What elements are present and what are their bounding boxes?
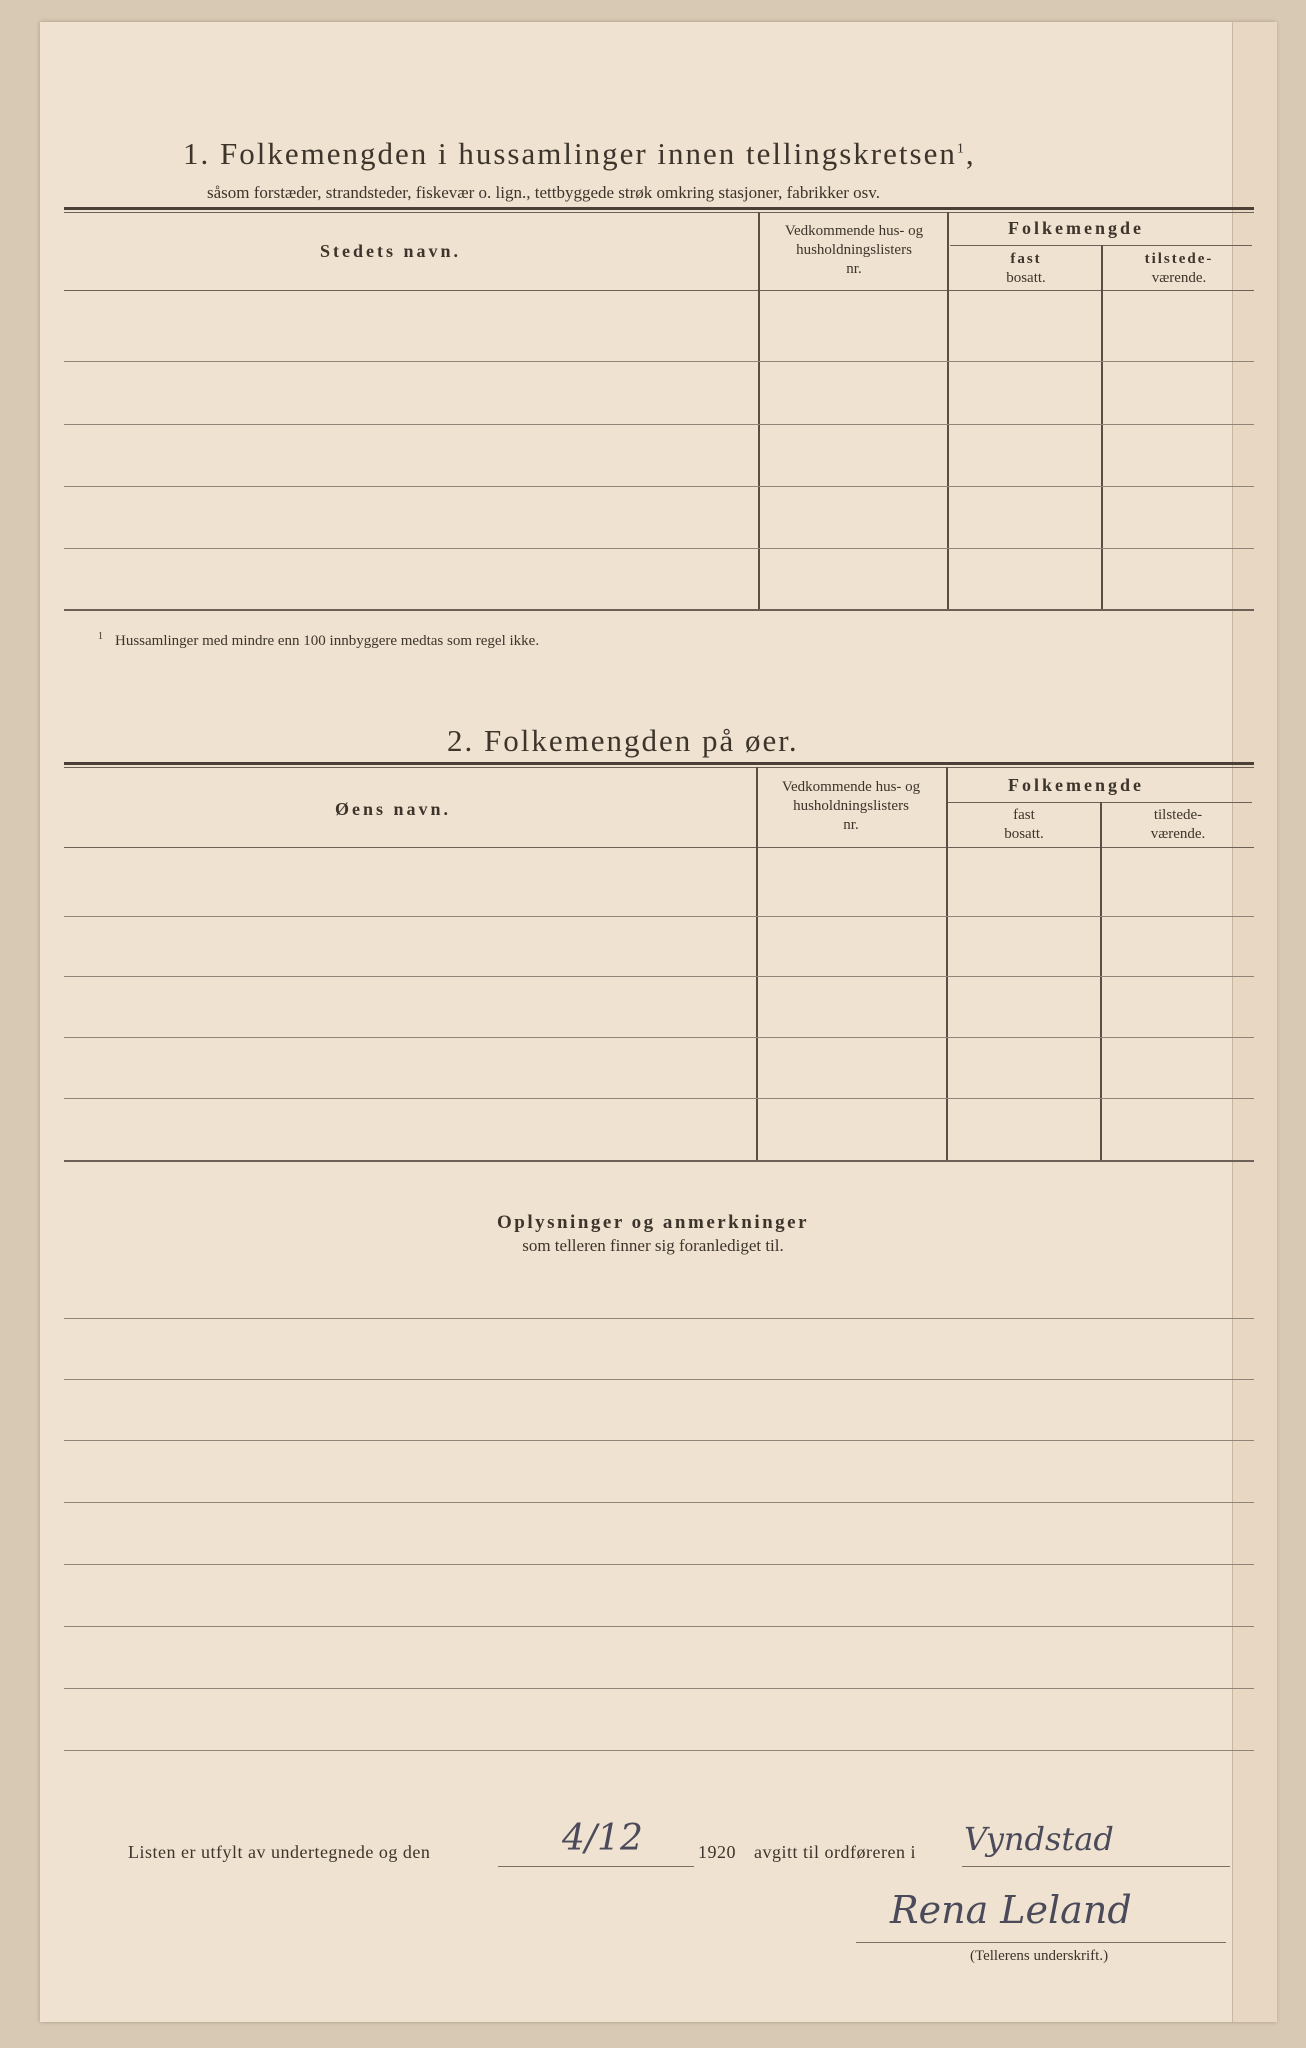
section1-row-line [64, 548, 1254, 549]
section2-col-fast-line1: fast [1013, 807, 1035, 823]
section2-col-list-line3: nr. [843, 817, 859, 833]
footer-year: 1920 [698, 1842, 736, 1862]
signature-line [856, 1942, 1226, 1943]
page-edge [1232, 22, 1277, 2022]
remarks-line [64, 1626, 1254, 1627]
section1-col-fast-header [950, 250, 1102, 288]
section2-col-list-line1: Vedkommende hus- og [781, 779, 921, 795]
section2-title: 2. Folkemengden på øer. [447, 723, 799, 758]
signature-label: (Tellerens underskrift.) [970, 1948, 1109, 1964]
section1-col-list-line1: Vedkommende hus- og [784, 223, 924, 239]
section1-col-tilst-header [1104, 250, 1254, 288]
section2-col-tilst-line1: tilstede- [1153, 807, 1203, 823]
footer-text-b: avgitt til ordføreren i [754, 1842, 916, 1862]
section2-col-name-header: Øens navn. [335, 799, 452, 819]
section2-row-line [64, 1037, 1254, 1038]
section2-vline-1 [756, 767, 758, 1161]
section1-title [183, 136, 976, 172]
section2-col-list-header [758, 778, 944, 835]
remarks-line [64, 1564, 1254, 1565]
section1-title-text: 1. Folkemengden i hussamlinger innen tellingskretsen [183, 136, 957, 171]
section1-col-list-line3: nr. [846, 261, 862, 277]
section2-header-rule [64, 847, 1254, 848]
section1-header-rule [64, 290, 1254, 291]
remarks-line [64, 1379, 1254, 1380]
section2-col-fast-line2: bosatt. [1004, 826, 1044, 842]
footer-date-handwritten: 4/12 [562, 1818, 643, 1859]
section1-row-line [64, 424, 1254, 425]
remarks-line [64, 1750, 1254, 1751]
section1-vline-1 [758, 212, 760, 610]
remarks-line [64, 1688, 1254, 1689]
footer-text-a: Listen er utfylt av undertegnede og den [128, 1842, 431, 1862]
section1-bottom-rule [64, 609, 1254, 611]
section1-top-rule-2 [64, 212, 1254, 213]
section1-row-line [64, 486, 1254, 487]
section2-col-pop-header: Folkemengde [1008, 775, 1144, 795]
remarks-subtitle: som telleren finner sig foranlediget til. [522, 1236, 784, 1255]
remarks-line [64, 1440, 1254, 1441]
section2-row-line [64, 916, 1254, 917]
section2-col-fast-header [948, 806, 1100, 844]
footnote-mark: 1 [98, 631, 103, 642]
section2-col-tilst-header [1102, 806, 1254, 844]
section1-vline-3 [1101, 245, 1103, 610]
section1-col-fast-line2: bosatt. [1006, 270, 1046, 286]
section1-col-list-header [762, 222, 946, 279]
section2-col-list-line2: husholdningslisters [793, 798, 909, 814]
section1-top-rule [64, 207, 1254, 210]
footnote-text: Hussamlinger med mindre enn 100 innbyggere medtas som regel ikke. [115, 633, 540, 649]
section2-col-tilst-line2: værende. [1150, 826, 1206, 842]
section1-col-tilst-line2: værende. [1151, 270, 1207, 286]
section1-col-name-header: Stedets navn. [320, 241, 462, 261]
footer-place-line [962, 1866, 1230, 1867]
footer-date-line [498, 1866, 694, 1867]
section1-title-sup: 1 [956, 141, 966, 157]
remarks-line [64, 1318, 1254, 1319]
section2-vline-2 [946, 767, 948, 1161]
section1-subtitle: såsom forstæder, strandsteder, fiskevær o. lign., tettbyggede strøk omkring stasjoner, fabrikker osv. [207, 183, 880, 202]
signature-handwritten: Rena Leland [890, 1888, 1132, 1932]
section2-top-rule [64, 762, 1254, 765]
footer-place-handwritten: Vyndstad [964, 1820, 1114, 1858]
section1-vline-2 [947, 212, 949, 610]
remarks-title: Oplysninger og anmerkninger [496, 1212, 810, 1233]
section2-row-line [64, 976, 1254, 977]
section1-title-end: , [965, 136, 976, 171]
section1-col-tilst-line1: tilstede- [1144, 251, 1214, 267]
section1-col-pop-header: Folkemengde [1008, 218, 1144, 238]
section2-bottom-rule [64, 1160, 1254, 1162]
section1-footnote [98, 631, 539, 650]
section2-vline-3 [1100, 802, 1102, 1161]
form-page [40, 22, 1276, 2022]
section2-top-rule-2 [64, 767, 1254, 768]
remarks-line [64, 1502, 1254, 1503]
section1-row-line [64, 361, 1254, 362]
section1-col-fast-line1: fast [1010, 251, 1042, 267]
section2-row-line [64, 1098, 1254, 1099]
section1-col-list-line2: husholdningslisters [796, 242, 912, 258]
